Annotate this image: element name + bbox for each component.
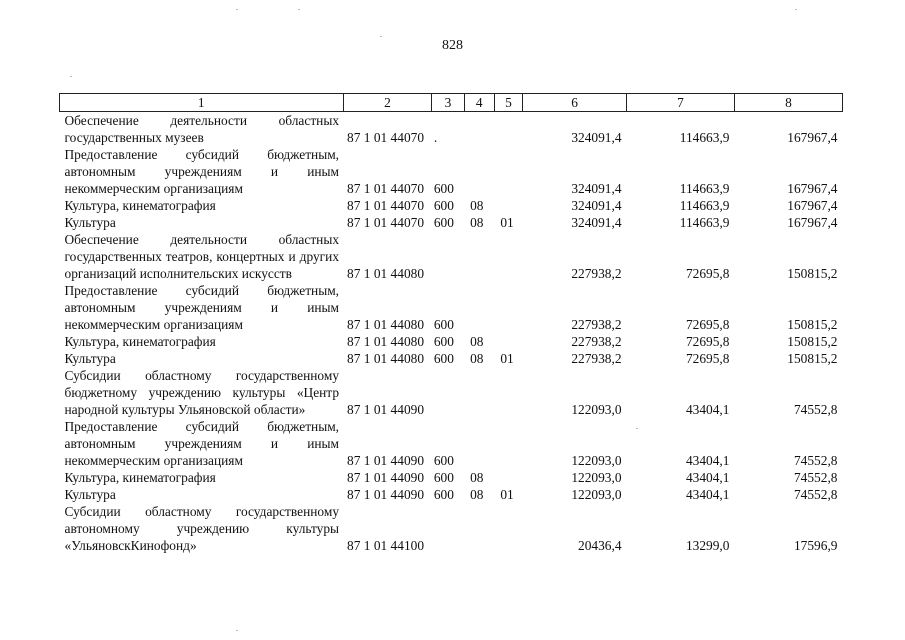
row-section: [464, 282, 494, 333]
row-amount-col8: 167967,4: [787, 181, 838, 196]
row-amount-col7: 114663,9: [679, 130, 730, 145]
scan-speck: [795, 9, 797, 10]
row-expense-type: [432, 503, 464, 554]
header-col-7: 7: [627, 94, 735, 112]
row-amount-col6: 122093,0: [571, 487, 622, 502]
row-amount-col6: 122093,0: [571, 402, 622, 417]
row-amount-col7: 72695,8: [685, 317, 730, 332]
row-target-code: 87 1 01 44090: [347, 402, 425, 417]
row-name: Культура, кинематография: [64, 334, 216, 349]
row-subsection: [494, 469, 522, 486]
row-target-code: 87 1 01 44070: [347, 215, 425, 230]
row-name: Субсидии областному государственному бюджетному учреждению культуры «Центр народной культуры Ульяновской области»: [64, 368, 340, 417]
table-row: [60, 214, 843, 231]
row-subsection: [494, 503, 522, 554]
scan-speck: [70, 76, 72, 77]
row-subsection: [494, 418, 522, 469]
row-expense-type: 600: [433, 351, 454, 366]
row-subsection: 01: [500, 351, 514, 366]
scan-speck: [236, 630, 238, 631]
page-number: 828: [442, 38, 463, 53]
table-row: [60, 350, 843, 367]
header-col-4: 4: [464, 94, 494, 112]
row-expense-type: 600: [433, 198, 454, 213]
header-col-3: 3: [432, 94, 464, 112]
row-expense-type: 600: [433, 215, 454, 230]
row-section: [464, 367, 494, 418]
row-amount-col6: 122093,0: [571, 470, 622, 485]
row-amount-col6: 324091,4: [571, 215, 622, 230]
row-subsection: [494, 282, 522, 333]
row-amount-col8: 17596,9: [793, 538, 838, 553]
row-amount-col8: 150815,2: [787, 351, 838, 366]
row-target-code: 87 1 01 44090: [347, 470, 425, 485]
row-subsection: [494, 146, 522, 197]
row-target-code: 87 1 01 44080: [347, 351, 425, 366]
header-col-1: 1: [60, 94, 344, 112]
header-col-6: 6: [523, 94, 627, 112]
budget-table: [59, 93, 843, 554]
row-amount-col7: 114663,9: [679, 198, 730, 213]
row-name: Предоставление субсидий бюджетным, автономным учреждениям и иным некоммерческим организациям: [64, 419, 340, 468]
row-section: [464, 231, 494, 282]
row-section: [464, 112, 494, 147]
row-amount-col6: 227938,2: [571, 334, 622, 349]
row-target-code: 87 1 01 44070: [347, 130, 425, 145]
row-amount-col7: 43404,1: [685, 470, 730, 485]
row-section: 08: [470, 215, 484, 230]
row-amount-col7: 13299,0: [685, 538, 730, 553]
row-amount-col7: 114663,9: [679, 181, 730, 196]
row-target-code: 87 1 01 44080: [347, 266, 425, 281]
row-section: 08: [470, 351, 484, 366]
row-amount-col6: 122093,0: [571, 453, 622, 468]
row-name: Культура: [64, 215, 116, 230]
row-amount-col7: 114663,9: [679, 215, 730, 230]
row-amount-col8: 74552,8: [793, 487, 838, 502]
table-row: [60, 503, 843, 554]
row-expense-type: 600: [433, 317, 454, 332]
table-row: [60, 146, 843, 197]
row-amount-col6: 324091,4: [571, 181, 622, 196]
row-amount-col8: 150815,2: [787, 334, 838, 349]
row-amount-col7: 43404,1: [685, 402, 730, 417]
row-amount-col8: 167967,4: [787, 198, 838, 213]
row-amount-col7: 72695,8: [685, 334, 730, 349]
row-amount-col8: 74552,8: [793, 402, 838, 417]
scan-speck: [636, 428, 638, 429]
row-name: Субсидии областному государственному автономному учреждению культуры «УльяновскКинофонд»: [64, 504, 340, 553]
table-row: [60, 231, 843, 282]
table-row: [60, 418, 843, 469]
table-row: [60, 333, 843, 350]
row-name: Обеспечение деятельности областных государственных театров, концертных и других организаций исполнительских искусств: [64, 232, 340, 281]
row-amount-col8: 150815,2: [787, 317, 838, 332]
row-amount-col7: 43404,1: [685, 487, 730, 502]
row-subsection: 01: [500, 215, 514, 230]
header-col-5: 5: [494, 94, 522, 112]
row-amount-col7: 43404,1: [685, 453, 730, 468]
row-name: Культура, кинематография: [64, 470, 216, 485]
row-section: [464, 146, 494, 197]
row-amount-col8: 74552,8: [793, 453, 838, 468]
row-amount-col6: 324091,4: [571, 198, 622, 213]
scan-speck: [298, 9, 300, 10]
row-amount-col8: 150815,2: [787, 266, 838, 281]
row-subsection: [494, 112, 522, 147]
row-section: [464, 418, 494, 469]
row-target-code: 87 1 01 44090: [347, 487, 425, 502]
table-header: [60, 94, 843, 112]
table-row: [60, 367, 843, 418]
header-col-2: 2: [343, 94, 432, 112]
row-expense-type: .: [433, 130, 438, 145]
row-section: 08: [470, 470, 484, 485]
row-expense-type: 600: [433, 181, 454, 196]
row-name: Предоставление субсидий бюджетным, автономным учреждениям и иным некоммерческим организациям: [64, 283, 340, 332]
row-amount-col6: 227938,2: [571, 266, 622, 281]
row-amount-col6: 324091,4: [571, 130, 622, 145]
row-section: 08: [470, 487, 484, 502]
row-section: 08: [470, 334, 484, 349]
table-row: [60, 486, 843, 503]
row-section: [464, 503, 494, 554]
row-amount-col7: 72695,8: [685, 351, 730, 366]
scan-speck: [236, 9, 238, 10]
row-subsection: [494, 197, 522, 214]
row-subsection: 01: [500, 487, 514, 502]
row-expense-type: 600: [433, 470, 454, 485]
row-amount-col6: 227938,2: [571, 317, 622, 332]
row-target-code: 87 1 01 44080: [347, 317, 425, 332]
scan-speck: [380, 36, 382, 37]
row-name: Культура, кинематография: [64, 198, 216, 213]
row-expense-type: 600: [433, 334, 454, 349]
row-amount-col6: 227938,2: [571, 351, 622, 366]
row-amount-col6: 20436,4: [578, 538, 622, 553]
row-expense-type: 600: [433, 453, 454, 468]
row-amount-col8: 74552,8: [793, 470, 838, 485]
row-subsection: [494, 367, 522, 418]
table-row: [60, 469, 843, 486]
table-row: [60, 197, 843, 214]
row-expense-type: 600: [433, 487, 454, 502]
row-expense-type: [432, 367, 464, 418]
header-row: [60, 94, 843, 112]
row-name: Предоставление субсидий бюджетным, автономным учреждениям и иным некоммерческим организациям: [64, 147, 340, 196]
row-target-code: 87 1 01 44100: [347, 538, 425, 553]
row-subsection: [494, 231, 522, 282]
row-section: 08: [470, 198, 484, 213]
row-amount-col8: 167967,4: [787, 130, 838, 145]
row-name: Обеспечение деятельности областных государственных музеев: [64, 113, 340, 145]
row-target-code: 87 1 01 44070: [347, 198, 425, 213]
row-amount-col8: 167967,4: [787, 215, 838, 230]
row-expense-type: [432, 231, 464, 282]
row-subsection: [494, 333, 522, 350]
row-target-code: 87 1 01 44070: [347, 181, 425, 196]
row-amount-col7: 72695,8: [685, 266, 730, 281]
table-row: [60, 282, 843, 333]
table-body: [60, 112, 843, 555]
row-target-code: 87 1 01 44090: [347, 453, 425, 468]
header-col-8: 8: [734, 94, 842, 112]
row-name: Культура: [64, 487, 116, 502]
row-target-code: 87 1 01 44080: [347, 334, 425, 349]
table-row: [60, 112, 843, 147]
row-name: Культура: [64, 351, 116, 366]
